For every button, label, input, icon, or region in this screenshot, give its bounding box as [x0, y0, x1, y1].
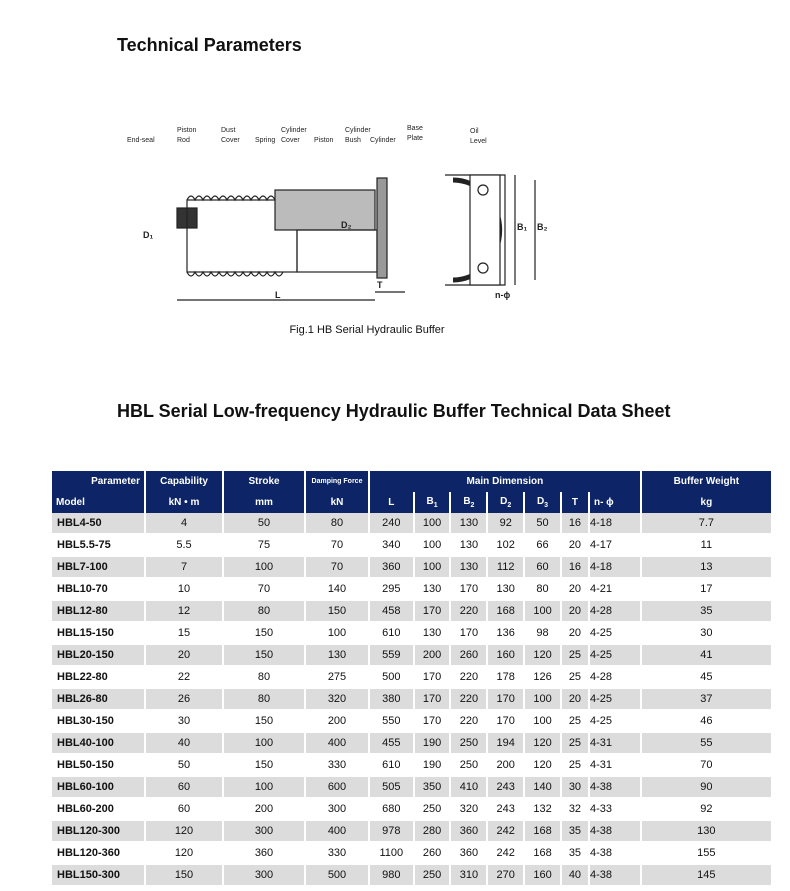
value-cell: 20	[562, 535, 590, 557]
value-cell: 80	[224, 689, 306, 711]
value-cell: 12	[146, 601, 224, 623]
model-cell: HBL26-80	[52, 689, 146, 711]
table-row	[52, 755, 773, 777]
model-cell: HBL30-150	[52, 711, 146, 733]
value-cell: 380	[370, 689, 415, 711]
value-cell: 190	[415, 733, 452, 755]
value-cell: 455	[370, 733, 415, 755]
header-t: T	[562, 492, 590, 513]
header-weight: Buffer Weight	[642, 471, 773, 492]
value-cell: 7.7	[642, 513, 773, 535]
value-cell: 70	[642, 755, 773, 777]
value-cell: 100	[525, 711, 562, 733]
diagram-label: Plate	[407, 135, 423, 142]
value-cell: 4-31	[590, 755, 642, 777]
value-cell: 330	[306, 843, 370, 865]
hydraulic-buffer-diagram	[115, 120, 548, 310]
table-row	[52, 513, 773, 535]
value-cell: 100	[525, 601, 562, 623]
table-title: HBL Serial Low-frequency Hydraulic Buffer Technical Data Sheet	[117, 401, 671, 421]
table-row	[52, 557, 773, 579]
value-cell: 194	[488, 733, 525, 755]
table-row	[52, 645, 773, 667]
value-cell: 100	[415, 557, 452, 579]
value-cell: 16	[562, 513, 590, 535]
table-row	[52, 689, 773, 711]
value-cell: 280	[415, 821, 452, 843]
model-cell: HBL10-70	[52, 579, 146, 601]
value-cell: 126	[525, 667, 562, 689]
value-cell: 120	[146, 843, 224, 865]
diagram-label: Oil	[470, 128, 479, 135]
diagram-label: Base	[407, 125, 423, 132]
value-cell: 25	[562, 733, 590, 755]
header-b1: $B_1$	[415, 492, 452, 513]
value-cell: 340	[370, 535, 415, 557]
value-cell: 4-38	[590, 843, 642, 865]
value-cell: 4-28	[590, 667, 642, 689]
value-cell: 92	[642, 799, 773, 821]
value-cell: 250	[415, 799, 452, 821]
value-cell: 500	[370, 667, 415, 689]
header-d3: $D_3$	[525, 492, 562, 513]
header-model: Model	[52, 492, 146, 513]
value-cell: 220	[451, 689, 488, 711]
table-row	[52, 667, 773, 689]
value-cell: 16	[562, 557, 590, 579]
value-cell: 4-38	[590, 777, 642, 799]
value-cell: 260	[415, 843, 452, 865]
value-cell: 170	[451, 623, 488, 645]
value-cell: 80	[224, 667, 306, 689]
value-cell: 130	[488, 579, 525, 601]
value-cell: 46	[642, 711, 773, 733]
value-cell: 70	[224, 579, 306, 601]
value-cell: 275	[306, 667, 370, 689]
table-row	[52, 821, 773, 843]
value-cell: 680	[370, 799, 415, 821]
value-cell: 75	[224, 535, 306, 557]
value-cell: 100	[415, 535, 452, 557]
value-cell: 4-25	[590, 711, 642, 733]
table-row	[52, 535, 773, 557]
table-row	[52, 733, 773, 755]
value-cell: 92	[488, 513, 525, 535]
value-cell: 160	[488, 645, 525, 667]
value-cell: 410	[451, 777, 488, 799]
value-cell: 50	[224, 513, 306, 535]
value-cell: 140	[525, 777, 562, 799]
dim-t: T	[377, 280, 383, 290]
value-cell: 458	[370, 601, 415, 623]
value-cell: 40	[146, 733, 224, 755]
value-cell: 400	[306, 733, 370, 755]
value-cell: 145	[642, 865, 773, 887]
value-cell: 25	[562, 645, 590, 667]
value-cell: 360	[370, 557, 415, 579]
value-cell: 26	[146, 689, 224, 711]
value-cell: 978	[370, 821, 415, 843]
value-cell: 168	[525, 843, 562, 865]
value-cell: 4-21	[590, 579, 642, 601]
header-stroke: Stroke	[224, 471, 306, 492]
technical-data-table	[52, 471, 773, 887]
value-cell: 30	[562, 777, 590, 799]
value-cell: 150	[306, 601, 370, 623]
value-cell: 150	[224, 645, 306, 667]
value-cell: 70	[306, 535, 370, 557]
value-cell: 220	[451, 601, 488, 623]
page-title: Technical Parameters	[117, 35, 302, 55]
diagram-label: Spring	[255, 137, 276, 144]
dim-b2: B₂	[537, 222, 548, 232]
value-cell: 4	[146, 513, 224, 535]
header-capability-unit: kN • m	[146, 492, 224, 513]
value-cell: 90	[642, 777, 773, 799]
diagram-label: Piston	[314, 137, 334, 144]
header-n-phi: n- ϕ	[590, 492, 642, 513]
value-cell: 150	[224, 755, 306, 777]
value-cell: 20	[562, 601, 590, 623]
value-cell: 360	[451, 843, 488, 865]
value-cell: 178	[488, 667, 525, 689]
value-cell: 7	[146, 557, 224, 579]
value-cell: 250	[415, 865, 452, 887]
value-cell: 70	[306, 557, 370, 579]
value-cell: 4-18	[590, 557, 642, 579]
value-cell: 505	[370, 777, 415, 799]
value-cell: 220	[451, 711, 488, 733]
header-stroke-unit: mm	[224, 492, 306, 513]
value-cell: 80	[224, 601, 306, 623]
value-cell: 25	[562, 755, 590, 777]
value-cell: 242	[488, 821, 525, 843]
value-cell: 610	[370, 623, 415, 645]
diagram-label: Cylinder	[345, 127, 371, 134]
table-row	[52, 711, 773, 733]
value-cell: 50	[146, 755, 224, 777]
value-cell: 35	[562, 843, 590, 865]
value-cell: 4-38	[590, 865, 642, 887]
value-cell: 130	[415, 579, 452, 601]
value-cell: 150	[224, 711, 306, 733]
model-cell: HBL22-80	[52, 667, 146, 689]
value-cell: 112	[488, 557, 525, 579]
value-cell: 190	[415, 755, 452, 777]
header-b2: $B_2$	[451, 492, 488, 513]
value-cell: 66	[525, 535, 562, 557]
value-cell: 130	[306, 645, 370, 667]
value-cell: 102	[488, 535, 525, 557]
value-cell: 243	[488, 777, 525, 799]
value-cell: 550	[370, 711, 415, 733]
value-cell: 120	[525, 755, 562, 777]
model-cell: HBL5.5-75	[52, 535, 146, 557]
value-cell: 20	[562, 689, 590, 711]
value-cell: 22	[146, 667, 224, 689]
value-cell: 120	[525, 733, 562, 755]
diagram-label: Piston	[177, 127, 197, 134]
value-cell: 300	[306, 799, 370, 821]
value-cell: 130	[451, 535, 488, 557]
value-cell: 610	[370, 755, 415, 777]
value-cell: 13	[642, 557, 773, 579]
value-cell: 11	[642, 535, 773, 557]
value-cell: 400	[306, 821, 370, 843]
value-cell: 320	[306, 689, 370, 711]
model-cell: HBL12-80	[52, 601, 146, 623]
value-cell: 250	[451, 733, 488, 755]
value-cell: 30	[146, 711, 224, 733]
value-cell: 120	[525, 645, 562, 667]
value-cell: 50	[525, 513, 562, 535]
diagram-label: End-seal	[127, 137, 155, 144]
value-cell: 120	[146, 821, 224, 843]
table-row	[52, 865, 773, 887]
value-cell: 600	[306, 777, 370, 799]
value-cell: 40	[562, 865, 590, 887]
value-cell: 32	[562, 799, 590, 821]
value-cell: 200	[488, 755, 525, 777]
value-cell: 155	[642, 843, 773, 865]
value-cell: 240	[370, 513, 415, 535]
value-cell: 295	[370, 579, 415, 601]
diagram-label: Bush	[345, 137, 361, 144]
value-cell: 170	[488, 689, 525, 711]
value-cell: 4-28	[590, 601, 642, 623]
value-cell: 100	[224, 733, 306, 755]
model-cell: HBL20-150	[52, 645, 146, 667]
value-cell: 100	[525, 689, 562, 711]
model-cell: HBL120-360	[52, 843, 146, 865]
value-cell: 980	[370, 865, 415, 887]
figure-caption: Fig.1 HB Serial Hydraulic Buffer	[289, 324, 445, 336]
value-cell: 20	[146, 645, 224, 667]
value-cell: 200	[306, 711, 370, 733]
value-cell: 170	[451, 579, 488, 601]
value-cell: 10	[146, 579, 224, 601]
value-cell: 130	[451, 513, 488, 535]
model-cell: HBL60-200	[52, 799, 146, 821]
value-cell: 4-25	[590, 689, 642, 711]
value-cell: 220	[451, 667, 488, 689]
value-cell: 200	[415, 645, 452, 667]
value-cell: 559	[370, 645, 415, 667]
value-cell: 168	[488, 601, 525, 623]
value-cell: 4-25	[590, 645, 642, 667]
value-cell: 500	[306, 865, 370, 887]
value-cell: 4-17	[590, 535, 642, 557]
value-cell: 25	[562, 667, 590, 689]
value-cell: 60	[146, 799, 224, 821]
value-cell: 4-38	[590, 821, 642, 843]
value-cell: 170	[415, 601, 452, 623]
header-d2: $D_2$	[488, 492, 525, 513]
value-cell: 4-25	[590, 623, 642, 645]
dim-d2: D₂	[341, 220, 352, 230]
header-main-dimension: Main Dimension	[370, 471, 642, 492]
value-cell: 35	[562, 821, 590, 843]
value-cell: 170	[415, 689, 452, 711]
header-capability: Capability	[146, 471, 224, 492]
model-cell: HBL50-150	[52, 755, 146, 777]
header-weight-unit: kg	[642, 492, 773, 513]
model-cell: HBL150-300	[52, 865, 146, 887]
dim-n-phi: n-ϕ	[495, 290, 511, 300]
value-cell: 350	[415, 777, 452, 799]
table-row	[52, 579, 773, 601]
header-parameter: Parameter	[52, 471, 146, 492]
value-cell: 4-18	[590, 513, 642, 535]
table-row	[52, 623, 773, 645]
value-cell: 160	[525, 865, 562, 887]
table-row	[52, 777, 773, 799]
value-cell: 1100	[370, 843, 415, 865]
value-cell: 320	[451, 799, 488, 821]
value-cell: 170	[415, 667, 452, 689]
value-cell: 360	[224, 843, 306, 865]
value-cell: 100	[415, 513, 452, 535]
model-cell: HBL4-50	[52, 513, 146, 535]
value-cell: 25	[562, 711, 590, 733]
diagram-label: Dust	[221, 127, 236, 134]
value-cell: 100	[306, 623, 370, 645]
header-damping-unit: kN	[306, 492, 370, 513]
value-cell: 55	[642, 733, 773, 755]
value-cell: 242	[488, 843, 525, 865]
diagram-label: Cover	[281, 137, 300, 144]
header-l: L	[370, 492, 415, 513]
diagram-label: Cylinder	[281, 127, 307, 134]
value-cell: 300	[224, 821, 306, 843]
model-cell: HBL15-150	[52, 623, 146, 645]
value-cell: 310	[451, 865, 488, 887]
value-cell: 170	[488, 711, 525, 733]
model-cell: HBL7-100	[52, 557, 146, 579]
value-cell: 250	[451, 755, 488, 777]
value-cell: 130	[451, 557, 488, 579]
value-cell: 300	[224, 865, 306, 887]
value-cell: 4-31	[590, 733, 642, 755]
value-cell: 260	[451, 645, 488, 667]
value-cell: 130	[415, 623, 452, 645]
value-cell: 37	[642, 689, 773, 711]
value-cell: 5.5	[146, 535, 224, 557]
value-cell: 20	[562, 579, 590, 601]
value-cell: 20	[562, 623, 590, 645]
value-cell: 41	[642, 645, 773, 667]
dim-l: L	[275, 290, 281, 300]
diagram-label: Cylinder	[370, 137, 396, 144]
value-cell: 130	[642, 821, 773, 843]
value-cell: 168	[525, 821, 562, 843]
value-cell: 17	[642, 579, 773, 601]
value-cell: 200	[224, 799, 306, 821]
value-cell: 60	[146, 777, 224, 799]
value-cell: 140	[306, 579, 370, 601]
model-cell: HBL120-300	[52, 821, 146, 843]
value-cell: 270	[488, 865, 525, 887]
value-cell: 4-33	[590, 799, 642, 821]
value-cell: 60	[525, 557, 562, 579]
value-cell: 150	[146, 865, 224, 887]
dim-d1: D₁	[143, 230, 154, 240]
table-row	[52, 843, 773, 865]
model-cell: HBL40-100	[52, 733, 146, 755]
table-row	[52, 799, 773, 821]
model-cell: HBL60-100	[52, 777, 146, 799]
value-cell: 243	[488, 799, 525, 821]
value-cell: 35	[642, 601, 773, 623]
value-cell: 360	[451, 821, 488, 843]
value-cell: 170	[415, 711, 452, 733]
diagram-label: Level	[470, 138, 487, 145]
value-cell: 330	[306, 755, 370, 777]
dim-b1: B₁	[517, 222, 528, 232]
value-cell: 136	[488, 623, 525, 645]
value-cell: 80	[306, 513, 370, 535]
diagram-label: Rod	[177, 137, 190, 144]
value-cell: 45	[642, 667, 773, 689]
value-cell: 98	[525, 623, 562, 645]
value-cell: 100	[224, 557, 306, 579]
value-cell: 150	[224, 623, 306, 645]
header-damping: Damping Force	[306, 471, 370, 492]
table-row	[52, 601, 773, 623]
value-cell: 15	[146, 623, 224, 645]
value-cell: 132	[525, 799, 562, 821]
diagram-label: Cover	[221, 137, 240, 144]
value-cell: 80	[525, 579, 562, 601]
value-cell: 100	[224, 777, 306, 799]
value-cell: 30	[642, 623, 773, 645]
